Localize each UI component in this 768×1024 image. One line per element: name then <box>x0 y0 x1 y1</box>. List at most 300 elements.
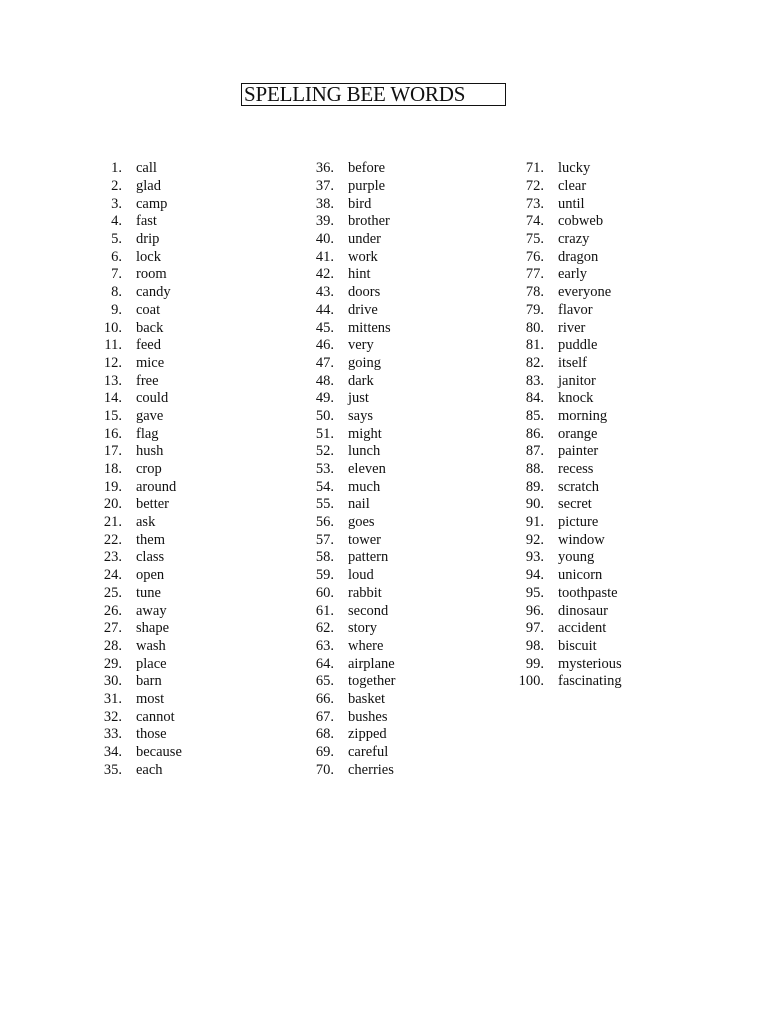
word-list-item <box>510 266 622 284</box>
spelling-word: brother <box>348 213 390 230</box>
word-list-item <box>88 585 182 603</box>
spelling-word: those <box>136 726 167 743</box>
spelling-word: careful <box>348 744 389 761</box>
spelling-word: tower <box>348 531 382 548</box>
word-list-item <box>510 585 622 603</box>
spelling-word: just <box>348 390 369 407</box>
spelling-word: open <box>136 567 165 584</box>
word-list-item <box>88 461 182 479</box>
word-number: 99. <box>525 655 544 672</box>
word-list-item <box>88 231 182 249</box>
word-list-item <box>88 673 182 691</box>
word-number: 64. <box>315 655 334 672</box>
word-number: 77. <box>525 266 544 283</box>
spelling-word: drip <box>136 231 160 248</box>
spelling-word: feed <box>136 337 161 354</box>
word-number: 89. <box>525 478 544 495</box>
word-list-item <box>510 231 622 249</box>
word-number: 28. <box>103 637 122 654</box>
word-number: 45. <box>315 319 334 336</box>
word-number: 60. <box>315 584 334 601</box>
spelling-word: nail <box>348 496 370 513</box>
word-number: 52. <box>315 443 334 460</box>
spelling-word: place <box>136 655 167 672</box>
word-number: 9. <box>111 301 122 318</box>
spelling-word: coat <box>136 301 161 318</box>
spelling-word: second <box>348 602 389 619</box>
word-list-item <box>300 691 396 709</box>
spelling-word: orange <box>558 425 598 442</box>
spelling-word: gave <box>136 407 164 424</box>
spelling-word: scratch <box>558 478 600 495</box>
word-number: 96. <box>525 602 544 619</box>
word-list-item <box>300 178 396 196</box>
word-number: 55. <box>315 496 334 513</box>
spelling-word: rabbit <box>348 584 382 601</box>
spelling-word: window <box>558 531 605 548</box>
word-list-item <box>510 531 622 549</box>
spelling-word: drive <box>348 301 378 318</box>
word-list-item <box>300 302 396 320</box>
word-number: 100. <box>518 673 544 690</box>
word-list-item <box>88 443 182 461</box>
spelling-word: barn <box>136 673 162 690</box>
word-number: 78. <box>525 284 544 301</box>
word-number: 87. <box>525 443 544 460</box>
word-list-item <box>88 195 182 213</box>
spelling-word: toothpaste <box>558 584 618 601</box>
word-list-item <box>300 425 396 443</box>
word-number: 83. <box>525 372 544 389</box>
spelling-word: goes <box>348 514 375 531</box>
spelling-word: everyone <box>558 284 612 301</box>
spelling-word: painter <box>558 443 599 460</box>
word-list-item <box>300 355 396 373</box>
word-list-item <box>88 496 182 514</box>
word-number: 97. <box>525 620 544 637</box>
spelling-word: call <box>136 160 157 177</box>
word-number: 10. <box>103 319 122 336</box>
word-list-item <box>88 284 182 302</box>
spelling-word: crop <box>136 461 162 478</box>
word-number: 46. <box>315 337 334 354</box>
word-list-item <box>88 337 182 355</box>
word-list-item <box>510 620 622 638</box>
word-number: 48. <box>315 372 334 389</box>
spelling-word: together <box>348 673 396 690</box>
word-list-item <box>510 195 622 213</box>
word-number: 79. <box>525 301 544 318</box>
word-list-item <box>88 390 182 408</box>
word-number: 65. <box>315 673 334 690</box>
word-number: 53. <box>315 461 334 478</box>
word-number: 20. <box>103 496 122 513</box>
word-list-item <box>300 744 396 762</box>
spelling-word: might <box>348 425 382 442</box>
word-number: 12. <box>103 354 122 371</box>
word-number: 13. <box>103 372 122 389</box>
spelling-word: zipped <box>348 726 387 743</box>
word-list-item <box>88 160 182 178</box>
word-list-item <box>510 478 622 496</box>
word-number: 47. <box>315 354 334 371</box>
word-number: 91. <box>525 514 544 531</box>
word-number: 58. <box>315 549 334 566</box>
spelling-word: basket <box>348 690 386 707</box>
word-number: 41. <box>315 248 334 265</box>
word-number: 37. <box>315 178 334 195</box>
spelling-word: accident <box>558 620 607 637</box>
spelling-word: going <box>348 354 382 371</box>
word-list-item <box>300 708 396 726</box>
word-list-item <box>300 266 396 284</box>
spelling-word: picture <box>558 514 599 531</box>
spelling-word: dinosaur <box>558 602 608 619</box>
word-number: 57. <box>315 531 334 548</box>
word-list-item <box>300 337 396 355</box>
word-number: 67. <box>315 708 334 725</box>
spelling-word: bird <box>348 195 372 212</box>
word-number: 42. <box>315 266 334 283</box>
word-list-item <box>88 425 182 443</box>
word-number: 29. <box>103 655 122 672</box>
word-list-item <box>88 213 182 231</box>
word-number: 36. <box>315 160 334 177</box>
word-list-item <box>88 266 182 284</box>
word-number: 43. <box>315 284 334 301</box>
spelling-word: hint <box>348 266 371 283</box>
word-list-item <box>300 602 396 620</box>
word-list-item <box>300 726 396 744</box>
word-number: 59. <box>315 567 334 584</box>
word-number: 21. <box>103 514 122 531</box>
word-list-item <box>510 355 622 373</box>
word-list-item <box>88 567 182 585</box>
page-title: SPELLING BEE WORDS <box>241 83 506 106</box>
spelling-word: around <box>136 478 177 495</box>
word-number: 14. <box>103 390 122 407</box>
word-list-item <box>510 390 622 408</box>
word-list-item <box>88 355 182 373</box>
spelling-word: story <box>348 620 377 637</box>
word-list-item <box>300 248 396 266</box>
word-list-item <box>510 496 622 514</box>
word-number: 11. <box>104 337 122 354</box>
spelling-word: them <box>136 531 165 548</box>
spelling-word: unicorn <box>558 567 603 584</box>
word-number: 62. <box>315 620 334 637</box>
spelling-word: loud <box>348 567 374 584</box>
word-list-item <box>300 620 396 638</box>
word-number: 4. <box>111 213 122 230</box>
spelling-word: before <box>348 160 386 177</box>
word-list-item <box>88 726 182 744</box>
word-column-2 <box>300 160 396 779</box>
word-number: 51. <box>315 425 334 442</box>
spelling-word: eleven <box>348 461 386 478</box>
word-list-item <box>88 372 182 390</box>
spelling-word: tune <box>136 584 161 601</box>
spelling-word: better <box>136 496 170 513</box>
word-number: 34. <box>103 744 122 761</box>
word-number: 5. <box>111 231 122 248</box>
word-number: 25. <box>103 584 122 601</box>
word-number: 38. <box>315 195 334 212</box>
spelling-word: knock <box>558 390 594 407</box>
word-column-3 <box>510 160 622 691</box>
word-number: 1. <box>111 160 122 177</box>
spelling-word: candy <box>136 284 171 301</box>
spelling-word: glad <box>136 178 161 195</box>
spelling-word: lunch <box>348 443 381 460</box>
spelling-word: bushes <box>348 708 388 725</box>
word-list-item <box>88 549 182 567</box>
word-list-item <box>300 673 396 691</box>
spelling-word: crazy <box>558 231 590 248</box>
word-number: 18. <box>103 461 122 478</box>
word-list-item <box>88 478 182 496</box>
word-number: 24. <box>103 567 122 584</box>
spelling-word: airplane <box>348 655 395 672</box>
spelling-word: clear <box>558 178 587 195</box>
word-list-item <box>88 620 182 638</box>
word-list-item <box>510 213 622 231</box>
word-number: 39. <box>315 213 334 230</box>
word-list-item <box>88 602 182 620</box>
word-number: 2. <box>111 178 122 195</box>
spelling-word: most <box>136 690 165 707</box>
word-list-item <box>510 514 622 532</box>
word-list-item <box>300 761 396 779</box>
word-number: 8. <box>111 284 122 301</box>
word-number: 40. <box>315 231 334 248</box>
word-list-item <box>88 638 182 656</box>
spelling-word: hush <box>136 443 164 460</box>
spelling-word: says <box>348 407 373 424</box>
word-list-item <box>88 248 182 266</box>
word-number: 23. <box>103 549 122 566</box>
word-list-item <box>300 461 396 479</box>
word-number: 16. <box>103 425 122 442</box>
spelling-word: lucky <box>558 160 591 177</box>
spelling-word: cherries <box>348 761 394 778</box>
word-list-item <box>300 390 396 408</box>
spelling-word: class <box>136 549 165 566</box>
word-list-item <box>300 319 396 337</box>
spelling-word: ask <box>136 514 156 531</box>
word-list-item <box>300 655 396 673</box>
word-list-item <box>300 231 396 249</box>
spelling-word: room <box>136 266 167 283</box>
word-list-item <box>510 160 622 178</box>
word-number: 35. <box>103 761 122 778</box>
word-list-item <box>510 602 622 620</box>
word-list-item <box>300 372 396 390</box>
word-number: 98. <box>525 637 544 654</box>
spelling-word: work <box>348 248 378 265</box>
spelling-word: recess <box>558 461 594 478</box>
word-list-item <box>300 496 396 514</box>
word-list-item <box>88 691 182 709</box>
word-list-item <box>510 549 622 567</box>
word-list-item <box>88 744 182 762</box>
spelling-word: itself <box>558 354 587 371</box>
spelling-word: could <box>136 390 169 407</box>
word-number: 76. <box>525 248 544 265</box>
word-list-item <box>510 567 622 585</box>
word-list-item <box>88 655 182 673</box>
spelling-word: dragon <box>558 248 599 265</box>
spelling-word: camp <box>136 195 168 212</box>
word-list-item <box>300 443 396 461</box>
word-list-item <box>510 302 622 320</box>
word-list-item <box>300 478 396 496</box>
word-number: 50. <box>315 407 334 424</box>
word-list-item <box>300 585 396 603</box>
word-number: 73. <box>525 195 544 212</box>
word-list-item <box>88 178 182 196</box>
word-list-item <box>510 461 622 479</box>
spelling-word: fascinating <box>558 673 622 690</box>
word-number: 94. <box>525 567 544 584</box>
word-number: 63. <box>315 637 334 654</box>
word-list-item <box>510 638 622 656</box>
word-list-item <box>88 531 182 549</box>
word-number: 70. <box>315 761 334 778</box>
spelling-word: where <box>348 637 384 654</box>
word-list-item <box>510 443 622 461</box>
word-number: 86. <box>525 425 544 442</box>
spelling-word: away <box>136 602 167 619</box>
word-list-item <box>510 408 622 426</box>
word-number: 93. <box>525 549 544 566</box>
word-list-item <box>510 248 622 266</box>
word-number: 3. <box>111 195 122 212</box>
word-number: 71. <box>525 160 544 177</box>
spelling-word: pattern <box>348 549 389 566</box>
word-list-item <box>510 319 622 337</box>
word-list-item <box>88 761 182 779</box>
word-number: 69. <box>315 744 334 761</box>
word-list-item <box>300 514 396 532</box>
spelling-word: young <box>558 549 595 566</box>
word-list-item <box>300 531 396 549</box>
spelling-word: under <box>348 231 382 248</box>
spelling-word: biscuit <box>558 637 597 654</box>
word-number: 15. <box>103 407 122 424</box>
word-number: 88. <box>525 461 544 478</box>
spelling-word: shape <box>136 620 170 637</box>
spelling-word: dark <box>348 372 374 389</box>
word-number: 26. <box>103 602 122 619</box>
spelling-word: wash <box>136 637 166 654</box>
word-list-item <box>88 319 182 337</box>
word-number: 75. <box>525 231 544 248</box>
word-list-item <box>510 425 622 443</box>
word-number: 17. <box>103 443 122 460</box>
spelling-word: back <box>136 319 164 336</box>
word-number: 80. <box>525 319 544 336</box>
word-number: 31. <box>103 690 122 707</box>
word-list-item <box>300 567 396 585</box>
word-number: 72. <box>525 178 544 195</box>
word-number: 74. <box>525 213 544 230</box>
word-list-item <box>300 549 396 567</box>
spelling-word: lock <box>136 248 161 265</box>
spelling-word: because <box>136 744 182 761</box>
word-number: 90. <box>525 496 544 513</box>
word-number: 68. <box>315 726 334 743</box>
word-number: 56. <box>315 514 334 531</box>
word-list-item <box>88 708 182 726</box>
word-number: 54. <box>315 478 334 495</box>
word-number: 66. <box>315 690 334 707</box>
spelling-word: mittens <box>348 319 391 336</box>
word-list-item <box>510 178 622 196</box>
spelling-word: mice <box>136 354 165 371</box>
word-number: 81. <box>525 337 544 354</box>
spelling-word: flavor <box>558 301 593 318</box>
spelling-word: doors <box>348 284 381 301</box>
word-number: 27. <box>103 620 122 637</box>
spelling-word: morning <box>558 407 608 424</box>
word-number: 92. <box>525 531 544 548</box>
word-number: 82. <box>525 354 544 371</box>
spelling-word: river <box>558 319 586 336</box>
spelling-word: cobweb <box>558 213 604 230</box>
word-list-item <box>300 638 396 656</box>
spelling-word: each <box>136 761 163 778</box>
word-number: 44. <box>315 301 334 318</box>
word-list-item <box>510 337 622 355</box>
word-list-item <box>300 160 396 178</box>
word-list-item <box>510 655 622 673</box>
word-number: 33. <box>103 726 122 743</box>
word-list-item <box>510 673 622 691</box>
word-number: 7. <box>111 266 122 283</box>
word-number: 95. <box>525 584 544 601</box>
spelling-word: purple <box>348 178 386 195</box>
spelling-word: much <box>348 478 381 495</box>
word-list-item <box>300 195 396 213</box>
word-number: 61. <box>315 602 334 619</box>
spelling-word: early <box>558 266 587 283</box>
spelling-word: very <box>348 337 374 354</box>
word-number: 84. <box>525 390 544 407</box>
spelling-word: secret <box>558 496 592 513</box>
spelling-word: janitor <box>558 372 596 389</box>
word-list-item <box>300 213 396 231</box>
word-list-item <box>510 284 622 302</box>
word-list-item <box>88 514 182 532</box>
word-list-item <box>88 302 182 320</box>
word-list-item <box>300 408 396 426</box>
word-number: 30. <box>103 673 122 690</box>
word-number: 85. <box>525 407 544 424</box>
word-list-item <box>510 372 622 390</box>
spelling-word: flag <box>136 425 159 442</box>
word-number: 32. <box>103 708 122 725</box>
spelling-word: puddle <box>558 337 598 354</box>
spelling-word: mysterious <box>558 655 622 672</box>
word-number: 19. <box>103 478 122 495</box>
word-list-item <box>88 408 182 426</box>
word-number: 22. <box>103 531 122 548</box>
spelling-word: free <box>136 372 159 389</box>
spelling-word: until <box>558 195 585 212</box>
spelling-word: fast <box>136 213 157 230</box>
word-column-1 <box>88 160 182 779</box>
